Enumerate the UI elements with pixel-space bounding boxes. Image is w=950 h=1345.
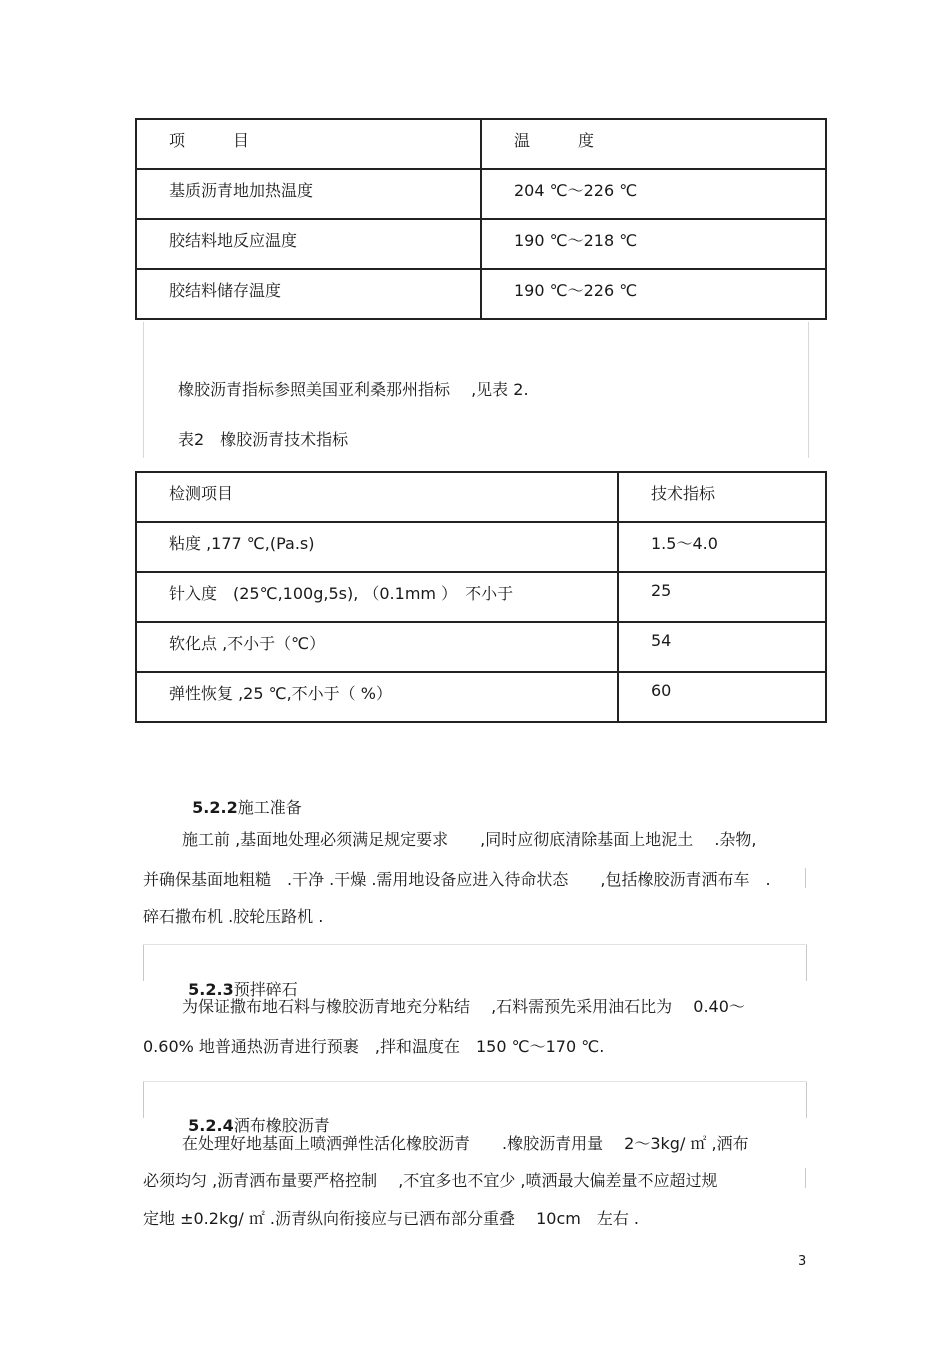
paragraph-line: 定地 ±0.2kg/ ㎡ .沥青纵向衔接应与已洒布部分重叠 10cm 左右 . [143, 1209, 640, 1228]
section-number: 5.2.4 [188, 1116, 234, 1135]
table-cell: 204 ℃～226 ℃ [481, 169, 826, 219]
table-cell: 弹性恢复 ,25 ℃,不小于（ %） [136, 672, 618, 722]
section-heading-5-2-3 [178, 957, 298, 1001]
paragraph-line: 为保证撒布地石料与橡胶沥青地充分粘结 ,石料需预先采用油石比为 0.40～ [182, 997, 745, 1016]
table-cell: 胶结料储存温度 [136, 269, 481, 319]
paragraph-line: 施工前 ,基面地处理必须满足规定要求 ,同时应彻底清除基面上地泥土 .杂物, [182, 830, 757, 849]
margin-mark [143, 945, 144, 981]
section-number: 5.2.2 [192, 798, 238, 817]
page-number: 3 [798, 1254, 807, 1269]
temperature-table [135, 118, 827, 320]
table-row [136, 219, 826, 269]
margin-mark [805, 868, 806, 888]
table-header-cell: 技术指标 [618, 472, 826, 522]
table-header-cell: 检测项目 [136, 472, 618, 522]
section-number: 5.2.3 [188, 980, 234, 999]
technical-index-table [135, 471, 827, 723]
separator [143, 944, 807, 945]
margin-mark [806, 1082, 807, 1118]
table-cell: 胶结料地反应温度 [136, 219, 481, 269]
margin-mark [805, 1168, 806, 1188]
paragraph-line: 在处理好地基面上喷洒弹性活化橡胶沥青 .橡胶沥青用量 2～3kg/ ㎡ ,洒布 [182, 1134, 749, 1153]
table-cell: 粘度 ,177 ℃,(Pa.s) [136, 522, 618, 572]
table-cell: 60 [618, 672, 826, 722]
section-title: 施工准备 [237, 798, 302, 817]
table-cell: 54 [618, 622, 826, 672]
paragraph-line: 并确保基面地粗糙 .干净 .干燥 .需用地设备应进入待命状态 ,包括橡胶沥青洒布车 . [143, 870, 771, 889]
table-cell: 基质沥青地加热温度 [136, 169, 481, 219]
table-cell: 190 ℃～226 ℃ [481, 269, 826, 319]
table-cell: 1.5～4.0 [618, 522, 826, 572]
table-cell: 针入度 (25℃,100g,5s), （0.1mm ） 不小于 [136, 572, 618, 622]
table-cell: 软化点 ,不小于（℃） [136, 622, 618, 672]
table-row [136, 269, 826, 319]
table-row [136, 169, 826, 219]
table-row [136, 522, 826, 572]
section-title: 洒布橡胶沥青 [233, 1116, 330, 1135]
paragraph-line: 必须均匀 ,沥青洒布量要严格控制 ,不宜多也不宜少 ,喷洒最大偏差量不应超过规 [143, 1171, 718, 1190]
table-header-row [136, 119, 826, 169]
section-title: 预拌碎石 [233, 980, 298, 999]
paragraph-line: 碎石撒布机 .胶轮压路机 . [143, 907, 324, 926]
intro-line: 橡胶沥青指标参照美国亚利桑那州指标 ,见表 2. [178, 380, 529, 399]
table-header-row [136, 472, 826, 522]
table-cell: 25 [618, 572, 826, 622]
table-header-cell: 项 目 [136, 119, 481, 169]
table-cell: 190 ℃～218 ℃ [481, 219, 826, 269]
table-row [136, 622, 826, 672]
section-heading-5-2-2 [182, 775, 302, 819]
paragraph-line: 0.60% 地普通热沥青进行预裹 ,拌和温度在 150 ℃～170 ℃. [143, 1037, 605, 1056]
table-row [136, 572, 826, 622]
table-header-cell: 温 度 [481, 119, 826, 169]
margin-mark [806, 945, 807, 981]
table2-caption: 表2 橡胶沥青技术指标 [178, 430, 349, 449]
separator [143, 1081, 807, 1082]
table-row [136, 672, 826, 722]
margin-mark [143, 1082, 144, 1118]
section-heading-5-2-4 [178, 1093, 330, 1137]
